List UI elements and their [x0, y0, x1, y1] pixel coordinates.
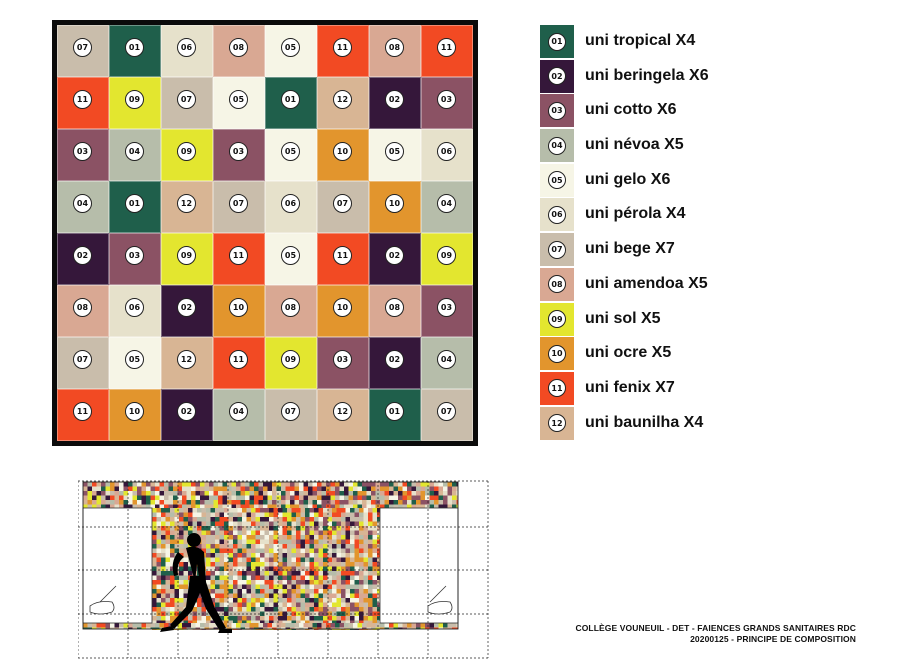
tile-number-badge: 12: [177, 350, 196, 369]
grid-tile: [161, 337, 213, 389]
legend-swatch: [540, 94, 574, 127]
tile-number-badge: 02: [385, 246, 404, 265]
legend-item: [540, 233, 880, 268]
legend-number-badge: 01: [548, 33, 566, 51]
tile-number-badge: 07: [333, 194, 352, 213]
grid-tile: [369, 337, 421, 389]
grid-tile: [161, 77, 213, 129]
legend-number-badge: 12: [548, 414, 566, 432]
top-mosaic-band: [83, 482, 458, 508]
tile-number-badge: 09: [437, 246, 456, 265]
grid-tile: [213, 337, 265, 389]
grid-tile: [161, 285, 213, 337]
legend-item: [540, 303, 880, 338]
tile-number-badge: 05: [281, 246, 300, 265]
grid-tile: [57, 129, 109, 181]
tile-number-badge: 02: [177, 298, 196, 317]
legend-number-badge: 11: [548, 379, 566, 397]
grid-tile: [421, 389, 473, 441]
legend-label: uni tropical X4: [585, 32, 696, 49]
tile-number-badge: 03: [437, 298, 456, 317]
grid-tile: [265, 77, 317, 129]
legend-number-badge: 10: [548, 345, 566, 363]
grid-tile: [213, 25, 265, 77]
grid-tile: [161, 389, 213, 441]
legend-label: uni beringela X6: [585, 66, 709, 84]
grid-tile: [161, 129, 213, 181]
grid-tile: [57, 389, 109, 441]
tile-number-badge: 07: [73, 350, 92, 369]
grid-tile: [213, 181, 265, 233]
grid-tile: [265, 233, 317, 285]
grid-tile: [421, 181, 473, 233]
legend-label: uni ocre X5: [585, 344, 672, 362]
tile-number-badge: 07: [281, 402, 300, 421]
tile-number-badge: 10: [333, 298, 352, 317]
grid-tile: [109, 337, 161, 389]
legend-swatch: [540, 337, 574, 370]
grid-tile: [109, 25, 161, 77]
tile-number-badge: 05: [385, 142, 404, 161]
grid-tile: [317, 389, 369, 441]
tile-number-badge: 11: [73, 402, 92, 421]
legend-item: [540, 198, 880, 233]
tile-number-badge: 07: [437, 402, 456, 421]
tile-number-badge: 09: [177, 246, 196, 265]
tile-number-badge: 02: [385, 350, 404, 369]
grid-tile: [109, 233, 161, 285]
tile-number-badge: 09: [125, 90, 144, 109]
tile-number-badge: 04: [229, 402, 248, 421]
grid-tile: [109, 181, 161, 233]
legend-number-badge: 02: [548, 67, 566, 85]
tile-number-badge: 05: [125, 350, 144, 369]
tile-number-badge: 12: [333, 402, 352, 421]
legend-number-badge: 08: [548, 275, 566, 293]
tile-number-badge: 12: [177, 194, 196, 213]
grid-tile: [57, 77, 109, 129]
tile-number-badge: 12: [333, 90, 352, 109]
tile-number-badge: 07: [177, 90, 196, 109]
grid-tile: [369, 77, 421, 129]
legend-item: [540, 60, 880, 95]
legend-item: [540, 268, 880, 303]
grid-tile: [161, 233, 213, 285]
tile-number-badge: 09: [177, 142, 196, 161]
grid-tile: [369, 129, 421, 181]
tile-number-badge: 10: [125, 402, 144, 421]
tile-number-badge: 10: [229, 298, 248, 317]
grid-tile: [421, 337, 473, 389]
legend-label: uni amendoa X5: [585, 274, 708, 292]
tile-number-badge: 09: [281, 350, 300, 369]
grid-tile: [369, 25, 421, 77]
tile-number-badge: 05: [281, 142, 300, 161]
legend-swatch: [540, 407, 574, 440]
grid-tile: [317, 285, 369, 337]
grid-tile: [57, 337, 109, 389]
tile-number-badge: 11: [229, 246, 248, 265]
tile-number-badge: 02: [177, 402, 196, 421]
legend-item: [540, 94, 880, 129]
tile-number-badge: 11: [333, 38, 352, 57]
grid-tile: [213, 285, 265, 337]
tile-number-badge: 04: [437, 350, 456, 369]
tile-number-badge: 05: [281, 38, 300, 57]
tile-number-badge: 11: [333, 246, 352, 265]
tile-number-badge: 01: [385, 402, 404, 421]
grid-tile: [421, 77, 473, 129]
grid-tile: [109, 285, 161, 337]
tile-number-badge: 08: [229, 38, 248, 57]
caption-line-2: 20200125 - PRINCIPE DE COMPOSITION: [690, 634, 856, 644]
grid-tile: [109, 389, 161, 441]
legend-number-badge: 09: [548, 310, 566, 328]
tile-number-badge: 11: [73, 90, 92, 109]
legend-swatch: [540, 372, 574, 405]
tile-number-badge: 03: [125, 246, 144, 265]
grid-tile: [317, 233, 369, 285]
legend-swatch: [540, 129, 574, 162]
legend-label: uni fenix X7: [585, 378, 675, 396]
tile-grid-frame: [52, 20, 478, 446]
legend-swatch: [540, 303, 574, 336]
legend-label: uni baunilha X4: [585, 413, 704, 431]
legend-label: uni névoa X5: [585, 136, 684, 154]
caption-line-1: COLLÈGE VOUNEUIL - DET - FAIENCES GRANDS SANITAIRES RDC: [575, 623, 856, 633]
tile-number-badge: 03: [73, 142, 92, 161]
grid-tile: [265, 181, 317, 233]
legend-swatch: [540, 25, 574, 58]
bottom-mosaic-strip: [83, 623, 458, 629]
grid-tile: [369, 233, 421, 285]
tile-number-badge: 02: [385, 90, 404, 109]
grid-tile: [161, 25, 213, 77]
legend-label: uni gelo X6: [585, 170, 671, 188]
legend-item: [540, 129, 880, 164]
grid-tile: [213, 389, 265, 441]
grid-tile: [161, 181, 213, 233]
tile-number-badge: 03: [229, 142, 248, 161]
tile-number-badge: 08: [385, 38, 404, 57]
grid-tile: [421, 129, 473, 181]
grid-tile: [421, 285, 473, 337]
tile-number-badge: 11: [437, 38, 456, 57]
legend-item: [540, 337, 880, 372]
legend-label: uni cotto X6: [585, 101, 677, 119]
legend-item: [540, 372, 880, 407]
tile-number-badge: 06: [281, 194, 300, 213]
legend-label: uni pérola X4: [585, 205, 686, 223]
tile-number-badge: 07: [229, 194, 248, 213]
grid-tile: [265, 285, 317, 337]
wall-elevation-drawing: [78, 478, 490, 660]
tile-number-badge: 06: [437, 142, 456, 161]
grid-tile: [317, 337, 369, 389]
grid-tile: [57, 181, 109, 233]
tile-number-badge: 04: [437, 194, 456, 213]
legend-number-badge: 05: [548, 171, 566, 189]
legend-number-badge: 04: [548, 137, 566, 155]
tile-number-badge: 04: [125, 142, 144, 161]
grid-tile: [109, 129, 161, 181]
grid-tile: [265, 337, 317, 389]
grid-tile: [317, 25, 369, 77]
drawing-caption: [575, 623, 856, 645]
grid-tile: [57, 285, 109, 337]
tile-grid: [57, 25, 473, 441]
tile-number-badge: 10: [333, 142, 352, 161]
grid-tile: [109, 77, 161, 129]
tile-number-badge: 05: [229, 90, 248, 109]
legend-item: [540, 164, 880, 199]
grid-tile: [317, 181, 369, 233]
tile-number-badge: 08: [73, 298, 92, 317]
grid-tile: [213, 233, 265, 285]
grid-tile: [317, 129, 369, 181]
legend-item: [540, 407, 880, 442]
tile-number-badge: 10: [385, 194, 404, 213]
grid-tile: [57, 233, 109, 285]
legend-swatch: [540, 233, 574, 266]
grid-tile: [213, 77, 265, 129]
legend-number-badge: 07: [548, 241, 566, 259]
tile-number-badge: 06: [177, 38, 196, 57]
grid-tile: [421, 233, 473, 285]
tile-number-badge: 01: [125, 38, 144, 57]
tile-number-badge: 03: [333, 350, 352, 369]
legend-label: uni sol X5: [585, 309, 661, 327]
legend-number-badge: 06: [548, 206, 566, 224]
grid-tile: [369, 285, 421, 337]
grid-tile: [57, 25, 109, 77]
tile-number-badge: 08: [281, 298, 300, 317]
color-legend: [540, 25, 880, 441]
tile-number-badge: 06: [125, 298, 144, 317]
tile-number-badge: 01: [125, 194, 144, 213]
grid-tile: [421, 25, 473, 77]
legend-swatch: [540, 164, 574, 197]
legend-number-badge: 03: [548, 102, 566, 120]
grid-tile: [317, 77, 369, 129]
grid-tile: [265, 129, 317, 181]
grid-tile: [265, 389, 317, 441]
grid-tile: [265, 25, 317, 77]
tile-number-badge: 08: [385, 298, 404, 317]
grid-tile: [213, 129, 265, 181]
tile-number-badge: 01: [281, 90, 300, 109]
grid-tile: [369, 181, 421, 233]
legend-label: uni bege X7: [585, 240, 675, 258]
tile-number-badge: 02: [73, 246, 92, 265]
tile-number-badge: 07: [73, 38, 92, 57]
legend-swatch: [540, 60, 574, 93]
tile-number-badge: 04: [73, 194, 92, 213]
legend-swatch: [540, 198, 574, 231]
tile-number-badge: 03: [437, 90, 456, 109]
legend-swatch: [540, 268, 574, 301]
grid-tile: [369, 389, 421, 441]
legend-item: [540, 25, 880, 60]
tile-number-badge: 11: [229, 350, 248, 369]
